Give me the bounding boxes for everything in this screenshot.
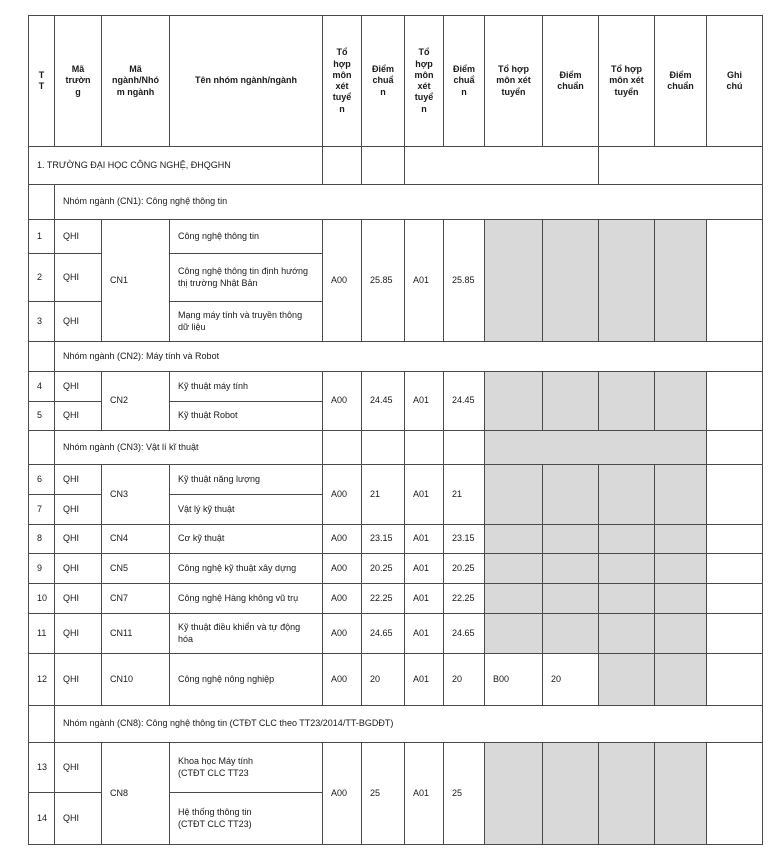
table-cell: [29, 431, 55, 465]
table-cell: 20.25: [444, 554, 485, 584]
gray-cell: [655, 220, 707, 342]
table-cell: CN7: [102, 584, 170, 614]
table-cell: Khoa học Máy tính (CTĐT CLC TT23: [170, 743, 323, 793]
gray-cell: [485, 554, 543, 584]
table-cell: A00: [323, 525, 362, 554]
gray-cell: [485, 584, 543, 614]
table-cell: 14: [29, 793, 55, 845]
gray-cell: [655, 584, 707, 614]
header-ma-nganh: Mã ngành/Nhó m ngành: [102, 16, 170, 147]
table-cell: Công nghệ kỹ thuật xây dựng: [170, 554, 323, 584]
table-cell: 20: [362, 654, 405, 706]
table-cell: [29, 342, 55, 372]
table-cell: QHI: [55, 584, 102, 614]
table-row: [29, 554, 763, 584]
table-row: [29, 220, 763, 254]
table-cell: [323, 431, 362, 465]
table-cell: 25.85: [444, 220, 485, 342]
table-cell: 21: [444, 465, 485, 525]
table-cell: 8: [29, 525, 55, 554]
gray-cell: [655, 654, 707, 706]
table-cell: [707, 465, 763, 525]
table-cell: 25.85: [362, 220, 405, 342]
table-cell: 2: [29, 254, 55, 302]
header-ma-truong: Mã trườn g: [55, 16, 102, 147]
table-cell: CN8: [102, 743, 170, 845]
table-cell: QHI: [55, 495, 102, 525]
table-cell: A00: [323, 220, 362, 342]
table-cell: [444, 431, 485, 465]
gray-cell: [599, 614, 655, 654]
gray-cell: [655, 525, 707, 554]
table-cell: [707, 220, 763, 342]
table-cell: A01: [405, 584, 444, 614]
table-cell: 7: [29, 495, 55, 525]
table-cell: Công nghệ Hàng không vũ trụ: [170, 584, 323, 614]
gray-cell: [485, 431, 707, 465]
table-row: [29, 584, 763, 614]
group-row-cn8: [29, 706, 763, 743]
table-cell: 25: [362, 743, 405, 845]
table-cell: A00: [323, 654, 362, 706]
table-cell: CN10: [102, 654, 170, 706]
gray-cell: [599, 654, 655, 706]
table-cell: Mạng máy tính và truyền thông dữ liệu: [170, 302, 323, 342]
table-cell: [405, 147, 599, 185]
table-cell: CN2: [102, 372, 170, 431]
table-cell: 13: [29, 743, 55, 793]
header-ghi-chu: Ghi chú: [707, 16, 763, 147]
table-cell: 23.15: [362, 525, 405, 554]
table-cell: [323, 147, 362, 185]
table-cell: 22.25: [362, 584, 405, 614]
table-cell: Công nghệ nông nghiệp: [170, 654, 323, 706]
table-cell: 20: [444, 654, 485, 706]
table-cell: A01: [405, 614, 444, 654]
table-cell: [29, 706, 55, 743]
table-cell: [707, 554, 763, 584]
header-to-hop-4: Tổ hợp môn xét tuyển: [599, 16, 655, 147]
table-row: [29, 743, 763, 793]
table-cell: [707, 372, 763, 431]
header-ten-nhom: Tên nhóm ngành/ngành: [170, 16, 323, 147]
header-diem-2: Điểm chuẩ n: [444, 16, 485, 147]
table-cell: [362, 147, 405, 185]
table-cell: A00: [323, 465, 362, 525]
table-cell: A01: [405, 220, 444, 342]
header-to-hop-1: Tổ hợp môn xét tuyể n: [323, 16, 362, 147]
table-cell: QHI: [55, 654, 102, 706]
table-cell: CN1: [102, 220, 170, 342]
table-cell: 4: [29, 372, 55, 402]
table-cell: A01: [405, 743, 444, 845]
header-diem-3: Điểm chuẩn: [543, 16, 599, 147]
table-cell: [29, 185, 55, 220]
table-cell: [405, 431, 444, 465]
header-row: [29, 16, 763, 147]
gray-cell: [485, 372, 543, 431]
group-row-cn1: [29, 185, 763, 220]
table-cell: CN4: [102, 525, 170, 554]
header-tt: T T: [29, 16, 55, 147]
header-diem-4: Điểm chuẩn: [655, 16, 707, 147]
group-title: Nhóm ngành (CN1): Công nghệ thông tin: [55, 185, 763, 220]
table-cell: B00: [485, 654, 543, 706]
gray-cell: [543, 614, 599, 654]
table-cell: CN3: [102, 465, 170, 525]
table-cell: QHI: [55, 254, 102, 302]
table-cell: 24.65: [444, 614, 485, 654]
table-cell: A01: [405, 465, 444, 525]
gray-cell: [485, 743, 543, 845]
table-cell: A00: [323, 743, 362, 845]
table-cell: A00: [323, 372, 362, 431]
table-cell: 22.25: [444, 584, 485, 614]
group-title: Nhóm ngành (CN2): Máy tính và Robot: [55, 342, 763, 372]
table-cell: Kỹ thuật năng lượng: [170, 465, 323, 495]
table-cell: 6: [29, 465, 55, 495]
table-cell: Kỹ thuật Robot: [170, 402, 323, 431]
gray-cell: [655, 743, 707, 845]
table-cell: QHI: [55, 465, 102, 495]
table-cell: 24.45: [444, 372, 485, 431]
table-row: [29, 372, 763, 402]
table-cell: [707, 654, 763, 706]
group-row-cn3: [29, 431, 763, 465]
table-cell: 11: [29, 614, 55, 654]
table-cell: 12: [29, 654, 55, 706]
table-cell: [707, 525, 763, 554]
table-cell: Hệ thống thông tin (CTĐT CLC TT23): [170, 793, 323, 845]
table-cell: [707, 614, 763, 654]
table-cell: A00: [323, 554, 362, 584]
table-cell: [707, 431, 763, 465]
gray-cell: [599, 584, 655, 614]
table-cell: 20.25: [362, 554, 405, 584]
header-to-hop-2: Tổ hợp môn xét tuyể n: [405, 16, 444, 147]
table-cell: 25: [444, 743, 485, 845]
table-cell: CN5: [102, 554, 170, 584]
table-cell: A01: [405, 372, 444, 431]
table-cell: Kỹ thuật điều khiển và tự động hóa: [170, 614, 323, 654]
gray-cell: [543, 554, 599, 584]
table-cell: QHI: [55, 743, 102, 793]
gray-cell: [485, 220, 543, 342]
table-row: [29, 654, 763, 706]
table-cell: 24.65: [362, 614, 405, 654]
table-cell: Cơ kỹ thuật: [170, 525, 323, 554]
table-cell: 5: [29, 402, 55, 431]
group-row-cn2: [29, 342, 763, 372]
table-cell: A00: [323, 614, 362, 654]
table-cell: QHI: [55, 302, 102, 342]
gray-cell: [655, 372, 707, 431]
gray-cell: [599, 554, 655, 584]
table-cell: 9: [29, 554, 55, 584]
gray-cell: [655, 554, 707, 584]
gray-cell: [485, 525, 543, 554]
gray-cell: [655, 614, 707, 654]
table-cell: [599, 147, 763, 185]
table-cell: 1: [29, 220, 55, 254]
gray-cell: [599, 743, 655, 845]
gray-cell: [599, 220, 655, 342]
gray-cell: [599, 525, 655, 554]
gray-cell: [599, 465, 655, 525]
gray-cell: [543, 743, 599, 845]
table-cell: Kỹ thuật máy tính: [170, 372, 323, 402]
section-row: [29, 147, 763, 185]
gray-cell: [599, 372, 655, 431]
table-cell: 23.15: [444, 525, 485, 554]
table-cell: [707, 743, 763, 845]
table-cell: A00: [323, 584, 362, 614]
gray-cell: [543, 584, 599, 614]
table-cell: A01: [405, 554, 444, 584]
gray-cell: [485, 614, 543, 654]
table-cell: 21: [362, 465, 405, 525]
table-row: [29, 465, 763, 495]
table-cell: QHI: [55, 402, 102, 431]
gray-cell: [543, 220, 599, 342]
admission-table: [28, 15, 763, 845]
table-cell: Vật lý kỹ thuật: [170, 495, 323, 525]
table-cell: A01: [405, 525, 444, 554]
table-cell: 3: [29, 302, 55, 342]
table-cell: A01: [405, 654, 444, 706]
table-cell: QHI: [55, 554, 102, 584]
gray-cell: [485, 465, 543, 525]
table-cell: QHI: [55, 793, 102, 845]
table-row: [29, 525, 763, 554]
gray-cell: [543, 465, 599, 525]
table-cell: Công nghệ thông tin: [170, 220, 323, 254]
table-cell: QHI: [55, 372, 102, 402]
group-title: Nhóm ngành (CN3): Vật lí kĩ thuật: [55, 431, 323, 465]
table-row: [29, 614, 763, 654]
gray-cell: [655, 465, 707, 525]
gray-cell: [543, 372, 599, 431]
table-cell: QHI: [55, 614, 102, 654]
header-to-hop-3: Tổ hợp môn xét tuyển: [485, 16, 543, 147]
header-diem-1: Điểm chuẩ n: [362, 16, 405, 147]
table-cell: 24.45: [362, 372, 405, 431]
table-cell: Công nghệ thông tin định hướng thị trường Nhật Bản: [170, 254, 323, 302]
group-title: Nhóm ngành (CN8): Công nghệ thông tin (CTĐT CLC theo TT23/2014/TT-BGDĐT): [55, 706, 763, 743]
table-cell: 10: [29, 584, 55, 614]
table-cell: [707, 584, 763, 614]
gray-cell: [543, 525, 599, 554]
section-title: 1. TRƯỜNG ĐẠI HỌC CÔNG NGHỆ, ĐHQGHN: [29, 147, 323, 185]
table-cell: CN11: [102, 614, 170, 654]
table-cell: QHI: [55, 220, 102, 254]
table-cell: 20: [543, 654, 599, 706]
table-cell: QHI: [55, 525, 102, 554]
table-cell: [362, 431, 405, 465]
